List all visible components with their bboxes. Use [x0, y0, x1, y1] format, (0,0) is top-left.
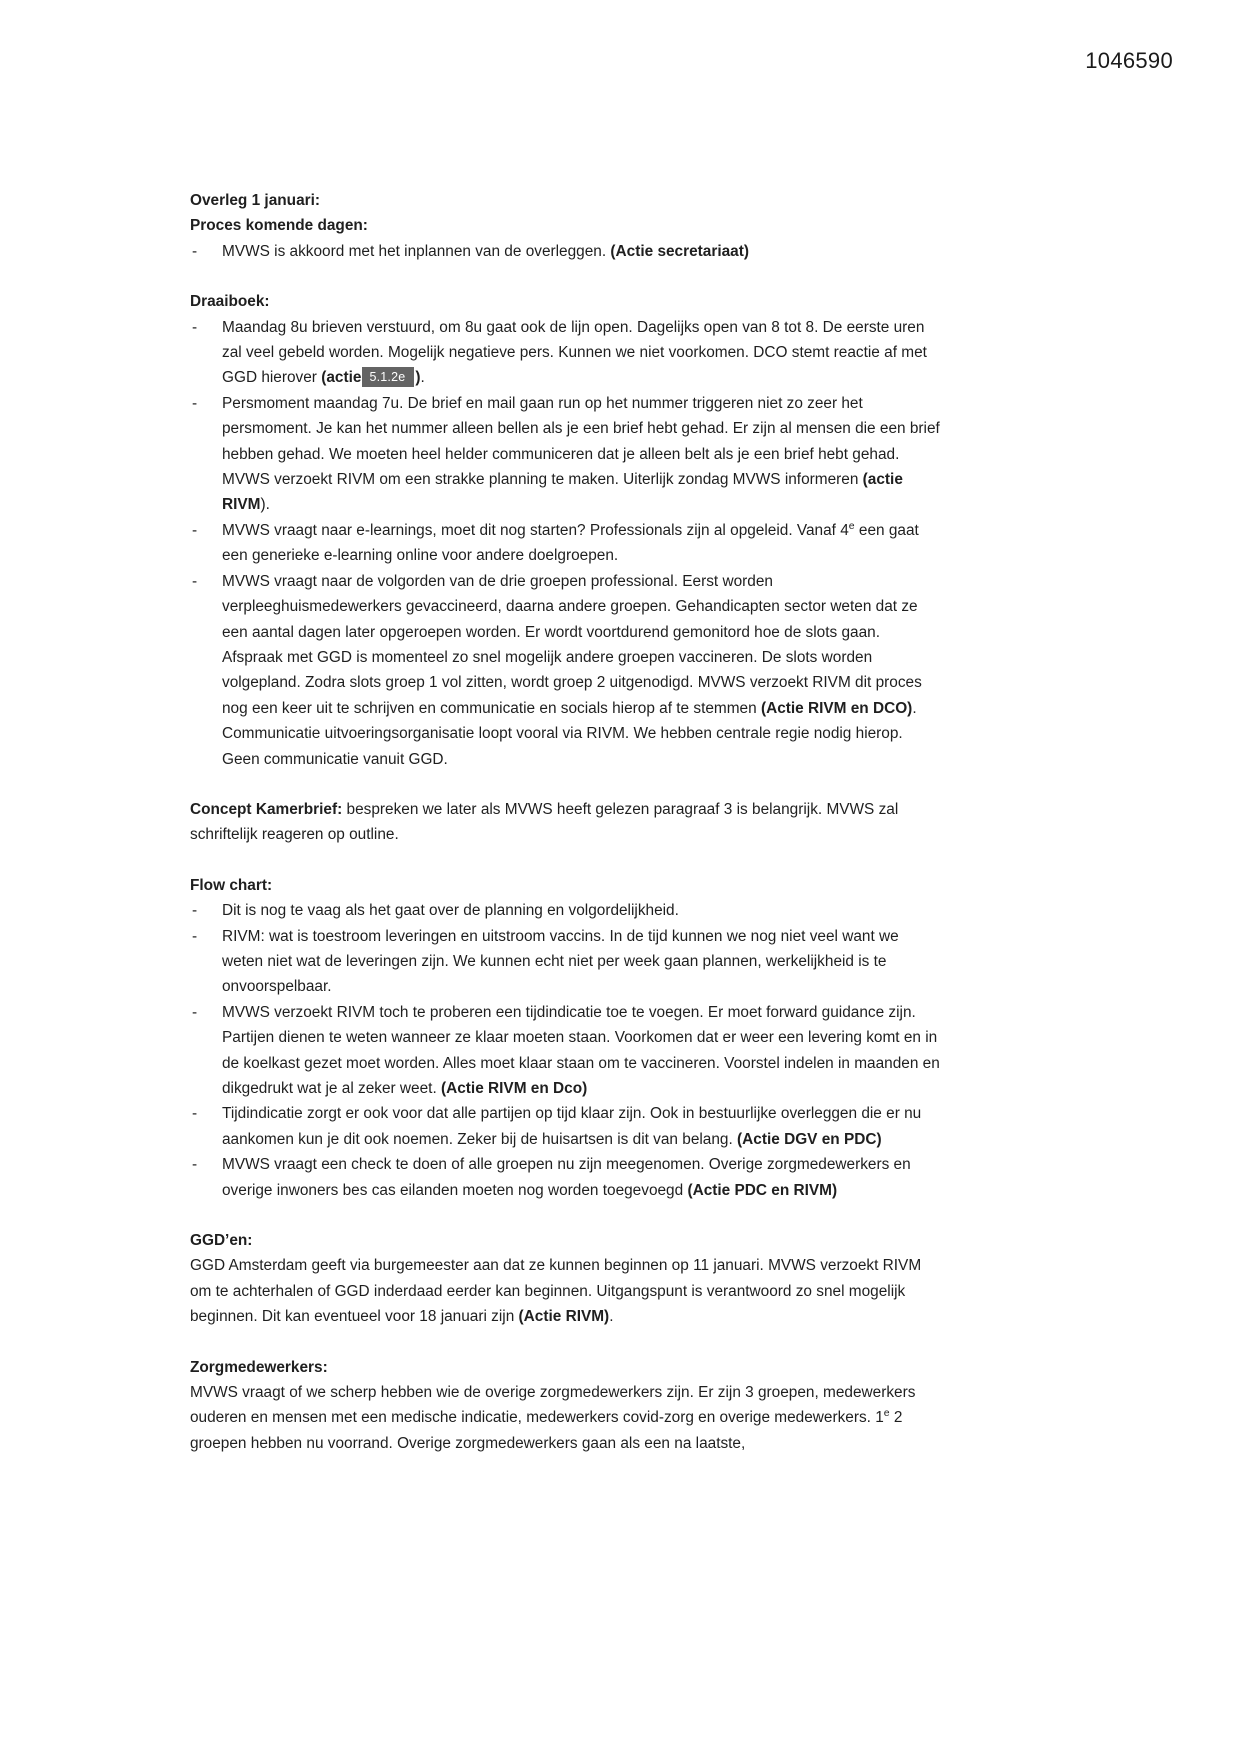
- list-item: [190, 924, 940, 1000]
- spacer: [190, 772, 940, 797]
- bold-action-text: (Actie RIVM): [518, 1308, 610, 1326]
- bullet-text: Maandag 8u brieven verstuurd, om 8u gaat ook de lijn open. Dagelijks open van 8 tot 8. De eerste uren zal veel gebeld worden. Mogelijk negatieve pers. Kunnen we niet voorkomen. DCO stemt reactie af met GGD hierover (actie 5.1.2e ).: [222, 318, 927, 387]
- bullet-dash-icon: -: [192, 394, 198, 412]
- bullet-dash-icon: -: [192, 902, 198, 920]
- bold-action-text: (Actie RIVM en DCO): [760, 699, 913, 717]
- document-body: [190, 188, 940, 1456]
- bullet-text: MVWS verzoekt RIVM toch te proberen een tijdindicatie toe te voegen. Er moet forward guidance zijn. Partijen dienen te weten wanneer ze klaar moeten staan. Voorkomen dat er weer een levering komt en in de koelkast gezet moet worden. Alles moet klaar staan om te vaccineren. Voorstel indelen in maanden en dikgedrukt wat je al zeker weet. (Actie RIVM en Dco): [222, 1003, 940, 1097]
- bold-action-text: (Actie RIVM en Dco): [441, 1080, 588, 1097]
- bullet-dash-icon: -: [192, 521, 198, 539]
- bullet-text: Tijdindicatie zorgt er ook voor dat alle partijen op tijd klaar zijn. Ook in bestuurlijke overleggen die er nu aankomen kun je dit ook noemen. Zeker bij de huisartsen is dit van belang. (Actie DGV en PDC): [222, 1105, 922, 1148]
- list-item: [190, 569, 940, 772]
- redaction-box: 5.1.2e: [362, 367, 414, 387]
- bold-action-text: (Actie PDC en RIVM): [687, 1181, 838, 1199]
- bullet-dash-icon: -: [192, 1156, 198, 1174]
- concept-kamerbrief-paragraph: [190, 797, 940, 848]
- bold-action-text: (actie RIVM: [222, 471, 903, 514]
- spacer: [190, 1203, 940, 1228]
- bullet-text: MVWS vraagt een check te doen of alle groepen nu zijn meegenomen. Overige zorgmedewerkers en overige inwoners bes cas eilanden moeten nog worden toegevoegd (Actie PDC en RIVM): [222, 1156, 911, 1199]
- bullet-list-flow-chart: [190, 898, 940, 1203]
- concept-kamerbrief-label: Concept Kamerbrief:: [190, 800, 343, 818]
- section-proces: [190, 213, 940, 264]
- list-item: [190, 315, 940, 391]
- bullet-list-proces: [190, 239, 940, 264]
- bullet-text: MVWS is akkoord met het inplannen van de overleggen. (Actie secretariaat): [222, 242, 749, 260]
- bullet-dash-icon: -: [192, 1105, 198, 1123]
- section-draaiboek: [190, 289, 940, 772]
- list-item: [190, 898, 940, 923]
- bullet-text: RIVM: wat is toestroom leveringen en uitstroom vaccins. In de tijd kunnen we nog niet veel want we weten niet wat de leveringen zijn. We kunnen echt niet per week gaan plannen, werkelijkheid is te onvoorspelbaar.: [222, 927, 899, 996]
- section-zorgmedewerkers: [190, 1355, 940, 1457]
- list-item: [190, 391, 940, 518]
- list-item: [190, 1000, 940, 1102]
- list-item: [190, 1152, 940, 1203]
- bullet-text: Persmoment maandag 7u. De brief en mail gaan run op het nummer triggeren niet zo zeer het persmoment. Je kan het nummer alleen bellen als je een brief hebt gehad. Er zijn al mensen die een brief hebben gehad. We moeten heel helder communiceren dat je alleen belt als je een brief hebt gehad. MVWS verzoekt RIVM om een strakke planning te maken. Uiterlijk zondag MVWS informeren (actie RIVM).: [222, 394, 940, 514]
- bold-action-text: (Actie secretariaat): [610, 242, 749, 260]
- zorgmedewerkers-paragraph: MVWS vraagt of we scherp hebben wie de overige zorgmedewerkers zijn. Er zijn 3 groepen, medewerkers ouderen en mensen met een medische indicatie, medewerkers covid-zorg en overige medewerkers. 1e 2 groepen hebben nu voorrand. Overige zorgmedewerkers gaan als een na laatste,: [190, 1384, 916, 1452]
- bullet-dash-icon: -: [192, 1003, 198, 1021]
- bold-action-text: (Actie DGV en PDC): [737, 1130, 882, 1148]
- concept-kamerbrief-text: bespreken we later als MVWS heeft gelezen paragraaf 3 is belangrijk. MVWS zal schriftelijk reageren op outline.: [190, 800, 899, 844]
- bullet-dash-icon: -: [192, 927, 198, 945]
- bold-action-text: (actie: [321, 369, 362, 387]
- list-item: [190, 239, 940, 264]
- list-item: [190, 518, 940, 569]
- spacer: [190, 1330, 940, 1355]
- ggden-paragraph: GGD Amsterdam geeft via burgemeester aan dat ze kunnen beginnen op 11 januari. MVWS verzoekt RIVM om te achterhalen of GGD inderdaad eerder kan beginnen. Uitgangspunt is verantwoord zo snel mogelijk beginnen. Dit kan eventueel voor 18 januari zijn (Actie RIVM).: [190, 1257, 922, 1326]
- bullet-text: MVWS vraagt naar e-learnings, moet dit nog starten? Professionals zijn al opgeleid. Vanaf 4e een gaat een generieke e-learning online voor andere doelgroepen.: [222, 520, 919, 565]
- section-flow-chart: [190, 873, 940, 1203]
- section-heading-proces: Proces komende dagen:: [190, 217, 368, 235]
- list-item: [190, 1101, 940, 1152]
- ordinal-superscript: e: [848, 520, 855, 532]
- bullet-dash-icon: -: [192, 242, 198, 260]
- document-number: 1046590: [1085, 48, 1173, 73]
- bold-action-text: ): [415, 369, 421, 387]
- bullet-list-draaiboek: [190, 315, 940, 772]
- section-ggden: [190, 1228, 940, 1330]
- section-heading-zorgmedewerkers: Zorgmedewerkers:: [190, 1358, 328, 1376]
- section-heading-ggden: GGD’en:: [190, 1232, 253, 1250]
- spacer: [190, 264, 940, 289]
- section-heading-draaiboek: Draaiboek:: [190, 293, 270, 311]
- spacer: [190, 848, 940, 873]
- section-heading-flow-chart: Flow chart:: [190, 876, 273, 894]
- bullet-text: MVWS vraagt naar de volgorden van de drie groepen professional. Eerst worden verpleeghuismedewerkers gevaccineerd, daarna andere groepen. Gehandicapten sector weten dat ze een aantal dagen later opgeroepen worden. Er wordt voortdurend gemonitord hoe de slots gaan. Afspraak met GGD is momenteel zo snel mogelijk andere groepen vaccineren. De slots worden volgepland. Zodra slots groep 1 vol zitten, wordt groep 2 uitgenodigd. MVWS verzoekt RIVM dit proces nog een keer uit te schrijven en communicatie en socials hierop af te stemmen (Actie RIVM en DCO). Communicatie uitvoeringsorganisatie loopt vooral via RIVM. We hebben centrale regie nodig hierop. Geen communicatie vanuit GGD.: [222, 572, 922, 768]
- bullet-dash-icon: -: [192, 572, 198, 590]
- meeting-title: Overleg 1 januari:: [190, 192, 321, 209]
- bullet-dash-icon: -: [192, 318, 198, 336]
- bullet-text: Dit is nog te vaag als het gaat over de planning en volgordelijkheid.: [222, 902, 679, 920]
- ordinal-superscript: e: [883, 1408, 890, 1420]
